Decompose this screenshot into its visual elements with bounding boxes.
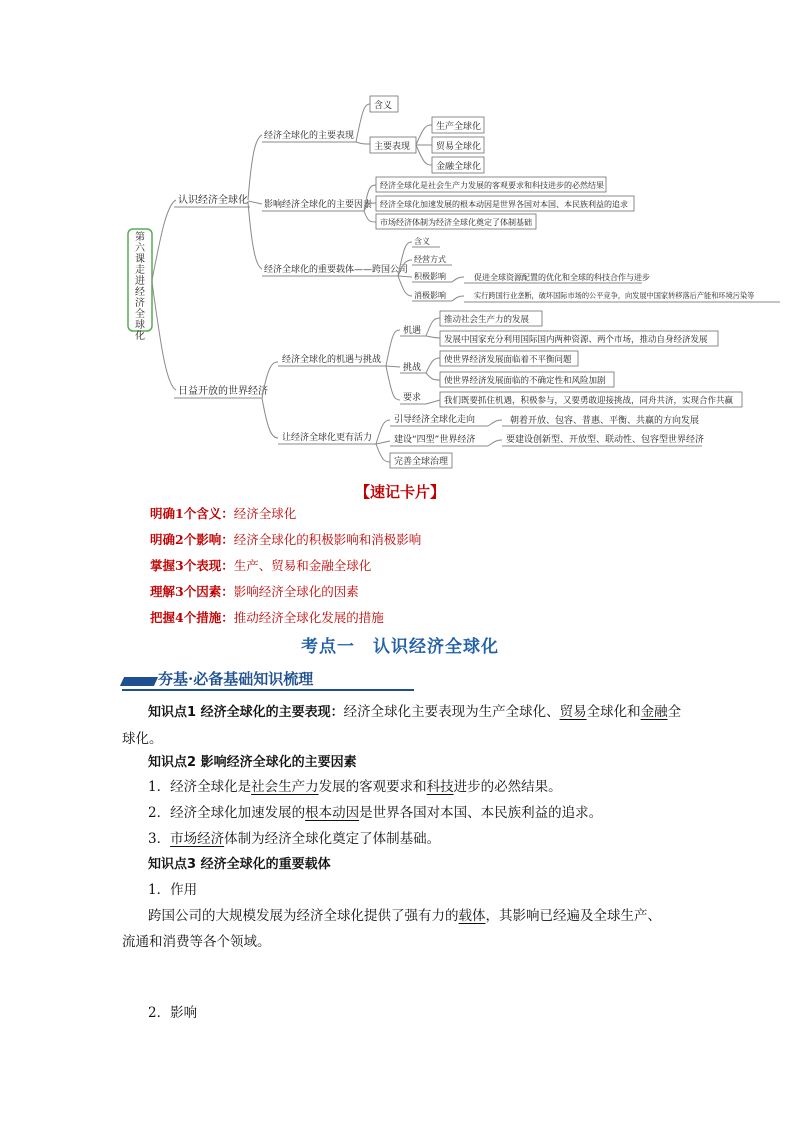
node-guide-direction: 引导经济全球化走向 <box>394 415 476 425</box>
card-line-1 <box>150 504 296 522</box>
node-main-factors: 影响经济全球化的主要因素 <box>264 200 373 210</box>
node-main-performance: 主要表现 <box>374 142 411 152</box>
kp3-1-heading <box>148 877 708 903</box>
node-factor-market: 市场经济体制为经济全球化奠定了体制基础 <box>380 218 532 227</box>
kp1-underline-finance: 金融 <box>640 704 668 720</box>
node-direction-detail: 朝着开放、包容、普惠、平衡、共赢的方向发展 <box>510 416 700 426</box>
card-title: 【速记卡片】 <box>354 483 445 501</box>
card-line-2 <box>150 530 421 548</box>
kp2-2-text-a: 2．经济全球化加速发展的 <box>148 805 306 821</box>
node-opp-productivity: 推动社会生产力的发展 <box>444 315 530 325</box>
node-opp-developing: 发展中国家充分利用国际国内两种资源、两个市场，推动自身经济发展 <box>444 335 708 345</box>
node-global-governance: 完善全球治理 <box>394 457 449 467</box>
card-line-4 <box>150 582 359 600</box>
kp2-3-underline-market: 市场经济 <box>170 831 225 847</box>
node-opportunity: 机遇 <box>403 326 422 336</box>
kp3-1-label: 1．作用 <box>148 882 198 898</box>
exam-point-title: 考点一 认识经济全球化 <box>301 637 499 657</box>
kp2-1-text-a: 1．经济全球化是 <box>148 779 252 795</box>
card-line-3-text: 生产、贸易和金融全球化 <box>233 558 372 573</box>
card-line-4-head: 理解3个因素： <box>150 584 234 599</box>
kp2-1-text-c: 进步的必然结果。 <box>453 779 562 795</box>
kp3-1-text-b: ，其影响已经遍及全球生产、 <box>485 908 661 924</box>
node-mnc-operation: 经营方式 <box>414 255 446 264</box>
node-multinational-carrier: 经济全球化的重要载体——跨国公司 <box>264 265 409 275</box>
node-finance-globalization: 金融全球化 <box>436 162 482 172</box>
kp2-heading <box>148 749 708 776</box>
node-four-types-detail: 要建设创新型、开放型、联动性、包容型世界经济 <box>506 435 705 445</box>
kp3-1-underline-carrier: 载体 <box>458 908 486 924</box>
kp1-text-c: 全球化。 <box>122 704 682 747</box>
node-mnc-positive-detail: 促进全球资源配置的优化和全球的科技合作与进步 <box>474 273 650 282</box>
kp1-underline-trade: 贸易 <box>559 704 587 720</box>
kp2-item-1 <box>148 774 708 800</box>
card-line-5-text: 推动经济全球化发展的措施 <box>233 610 384 625</box>
node-mnc-positive: 积极影响 <box>414 272 446 281</box>
kp1-paragraph <box>122 699 682 752</box>
kp3-2-heading <box>148 1000 708 1026</box>
node-req-detail: 我们既要抓住机遇，积极参与，又要勇敢迎接挑战，同舟共济，实现合作共赢 <box>444 396 734 406</box>
kp1-text-a: 经济全球化主要表现为生产全球化、 <box>343 704 560 720</box>
kp2-1-text-b: 发展的客观要求和 <box>318 779 427 795</box>
banner-text: 夯基·必备基础知识梳理 <box>158 670 314 688</box>
node-trade-globalization: 贸易全球化 <box>436 142 482 152</box>
kp3-1-text-a: 跨国公司的大规模发展为经济全球化提供了强有力的 <box>148 908 459 924</box>
node-opportunities-challenges: 经济全球化的机遇与挑战 <box>282 355 382 365</box>
kp2-1-underline-productivity: 社会生产力 <box>251 779 319 795</box>
branch-recognize-globalization: 认识经济全球化 <box>178 195 248 206</box>
kp3-2-label: 2．影响 <box>148 1005 198 1021</box>
kp3-label: 知识点3 经济全球化的重要载体 <box>148 857 331 872</box>
node-more-vitality: 让经济全球化更有活力 <box>282 433 373 443</box>
node-factor-interest: 经济全球化加速发展的根本动因是世界各国对本国、本民族利益的追求 <box>380 200 628 209</box>
banner-bar <box>120 677 158 686</box>
kp3-1-paragraph-cont <box>122 929 682 955</box>
card-line-1-head: 明确1个含义： <box>150 506 234 521</box>
kp2-item-2 <box>148 800 708 826</box>
node-main-manifestations: 经济全球化的主要表现 <box>264 131 355 141</box>
node-mnc-negative: 消极影响 <box>414 291 446 300</box>
node-mnc-meaning: 含义 <box>414 237 430 246</box>
card-line-3 <box>150 556 371 574</box>
card-line-2-text: 经济全球化的积极影响和消极影响 <box>233 532 422 547</box>
card-line-2-head: 明确2个影响： <box>150 532 234 547</box>
kp2-2-text-b: 是世界各国对本国、本民族利益的追求。 <box>359 805 603 821</box>
kp2-3-text-a: 3． <box>148 831 171 847</box>
kp1-text-b: 全球化和 <box>586 704 641 720</box>
kp1-label: 知识点1 经济全球化的主要表现： <box>148 705 344 720</box>
kp3-1-paragraph <box>122 903 682 929</box>
branch-open-world-economy: 日益开放的世界经济 <box>178 386 268 397</box>
node-requirement: 要求 <box>403 393 422 403</box>
mindmap-root-label: 第六课走进经济全球化 <box>135 232 145 342</box>
card-line-4-text: 影响经济全球化的因素 <box>233 584 359 599</box>
node-chal-uncertainty: 使世界经济发展面临的不确定性和风险加剧 <box>444 376 606 386</box>
card-line-3-head: 掌握3个表现： <box>150 558 234 573</box>
node-chal-imbalance: 使世界经济发展面临着不平衡问题 <box>444 355 572 365</box>
kp2-3-text-b: 体制为经济全球化奠定了体制基础。 <box>224 831 441 847</box>
kp2-1-underline-tech: 科技 <box>426 779 454 795</box>
node-challenge: 挑战 <box>403 363 422 373</box>
node-four-types-economy: 建设“四型”世界经济 <box>394 435 476 445</box>
mind-map <box>0 0 800 480</box>
node-meaning-1: 含义 <box>374 101 393 111</box>
banner-rule <box>122 689 414 691</box>
kp3-heading <box>148 851 708 878</box>
node-mnc-negative-detail: 实行跨国行业垄断，破坏国际市场的公平竞争，向发展中国家转移落后产能和环境污染等 <box>474 291 755 300</box>
kp3-1-text-c: 流通和消费等各个领域。 <box>122 934 271 950</box>
kp2-label: 知识点2 影响经济全球化的主要因素 <box>148 755 357 770</box>
kp2-2-underline-motive: 根本动因 <box>305 805 360 821</box>
section-banner <box>122 668 414 692</box>
kp2-item-3 <box>148 826 708 852</box>
card-line-5 <box>150 608 384 626</box>
card-line-5-head: 把握4个措施： <box>150 610 234 625</box>
node-factor-productivity: 经济全球化是社会生产力发展的客观要求和科技进步的必然结果 <box>380 181 604 190</box>
node-production-globalization: 生产全球化 <box>436 122 482 132</box>
card-line-1-text: 经济全球化 <box>233 506 297 521</box>
